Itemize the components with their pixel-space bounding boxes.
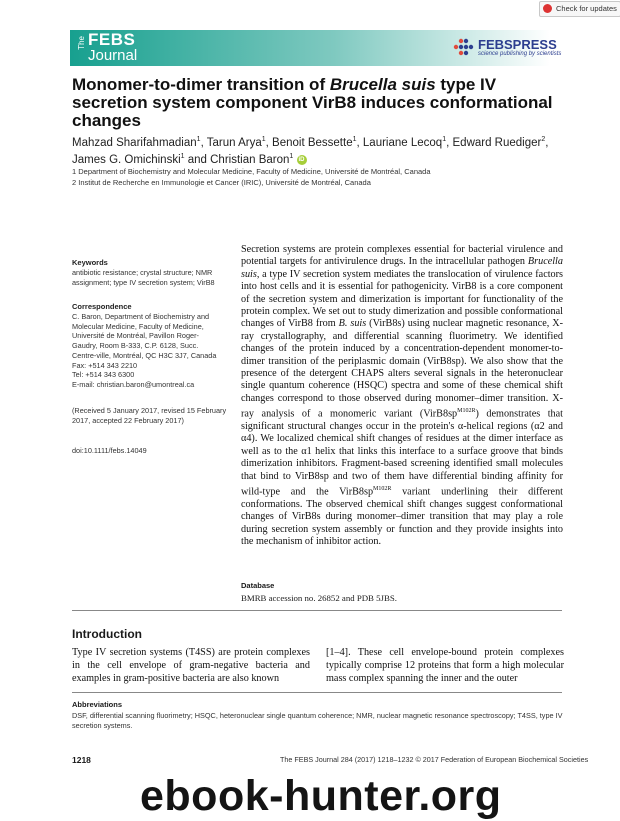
correspondence-heading: Correspondence: [72, 302, 132, 311]
affiliation: 2 Institut de Recherche en Immunologie et Cancer (IRIC), Université de Montréal, Canada: [72, 178, 371, 187]
author: Mahzad Sharifahmadian: [72, 136, 197, 149]
author: Benoit Bessette: [272, 136, 353, 149]
database-heading: Database: [241, 581, 275, 590]
author: Lauriane Lecoq: [362, 136, 443, 149]
correspondence-text: C. Baron, Department of Biochemistry and Molecular Medicine, Faculty of Medicine, Université de Montréal, Pavillon Roger- Gaudry, Room B-333, C.P. 6128, Succ. Centre-ville, Montréal, QC H3C 3J7, Canada Fax: +514 343 2210 Tel: +514 343 6300 E-mail: christian.baron@umontreal.ca: [72, 312, 237, 390]
correspondence-email[interactable]: E-mail: christian.baron@umontreal.ca: [72, 379, 195, 389]
section-divider: [72, 692, 562, 693]
watermark: ebook-hunter.org: [140, 772, 502, 820]
keywords-text: antibiotic resistance; crystal structure; NMR assignment; type IV secretion system; VirB8: [72, 268, 215, 287]
author-list: Mahzad Sharifahmadian$^1$, Tarun Arya$^1$, Benoit Bessette$^1$, Lauriane Lecoq$^1$, Edward Ruediger$^2$, James G. Omichinski$^1$ and Christian Baron$^1$ iD: [72, 136, 549, 166]
abbreviations-text: DSF, differential scanning fluorimetry; HSQC, heteronuclear single quantum coherence; NMR, nuclear magnetic resonance spectroscopy; T4SS, type IV secretion systems.: [72, 711, 563, 730]
author: Christian Baron: [210, 153, 290, 166]
orcid-icon[interactable]: iD: [298, 156, 305, 163]
update-icon: [543, 4, 552, 13]
footer-citation: The FEBS Journal 284 (2017) 1218–1232 © 2017 Federation of European Biochemical Societies: [280, 755, 589, 764]
article-title: Monomer-to-dimer transition of Brucella suis type IV secretion system component VirB8 induces conformational changes: [72, 75, 553, 130]
page-number: 1218: [72, 755, 91, 765]
doi-link[interactable]: doi:10.1111/febs.14049: [72, 446, 147, 455]
check-for-updates-button[interactable]: Check for updates: [539, 1, 620, 17]
author: Tarun Arya: [206, 136, 262, 149]
introduction-column-left: Type IV secretion systems (T4SS) are protein complexes in the cell envelope of gram-negative bacteria and examples in gram-positive bacteria are also known: [72, 647, 310, 684]
introduction-column-right: [1–4]. These cell envelope-bound protein complexes typically comprise 12 proteins that form a high molecular mass complex spanning the inner and the outer: [326, 647, 564, 684]
section-divider: [72, 610, 562, 611]
received-dates: (Received 5 January 2017, revised 15 February 2017, accepted 22 February 2017): [72, 406, 227, 425]
keywords-heading: Keywords: [72, 258, 108, 267]
author: James G. Omichinski: [72, 153, 181, 166]
database-text: BMRB accession no. 26852 and PDB 5JBS.: [241, 593, 397, 603]
abbreviations-heading: Abbreviations: [72, 700, 123, 709]
febs-press-dots-icon: [452, 36, 474, 58]
introduction-heading: Introduction: [72, 627, 142, 641]
abstract-text: Secretion systems are protein complexes essential for bacterial virulence and potential targets for antivirulence drugs. In the intracellular pathogen Brucella suis, a type IV secretion system mediates the translocation of virulence factors into host cells and it is essential for pathogenicity. VirB8 is a core component of the secretion system and dimerization is important for functionality of the protein complex. We set out to study dimerization and possible conformational changes of VirB8 from B. suis (VirB8s) using nuclear magnetic resonance, X-ray crystallography, and differential scanning fluorimetry. We identified changes of the protein induced by a concentration-dependent monomer-to-dimer transition of the periplasmic domain (VirB8sp). We also show that the presence of the detergent CHAPS alters several signals in the heteronuclear single quantum coherence (HSQC) spectra and some of these chemical shift changes correspond to those observed during monomer–dimer transition. X-ray analysis of a monomeric variant $(VirB8sp^{M102R})$ demonstrates that significant structural changes occur in the protein's α-helical regions (α2 and α4). We localized chemical shift changes of residues at the dimer interface as well as to the α1 helix that links this interface to a surface groove that binds dimerization inhibitors. Fragment-based screening identified small molecules that bind to VirB8sp and two of them have differential binding affinity for wild-type and the $VirB8sp^{M102R}$ variant underlining their different conformations. The observed chemical shift changes suggest conformational changes of VirB8s during monomer–dimer transition that may play a role during secretion system assembly or function and they provide insights into the mechanism of inhibitor action.: [241, 244, 564, 548]
affiliation: 1 Department of Biochemistry and Molecular Medicine, Faculty of Medicine, Université de Montréal, Canada: [72, 167, 431, 176]
author: Edward Ruediger: [452, 136, 542, 149]
